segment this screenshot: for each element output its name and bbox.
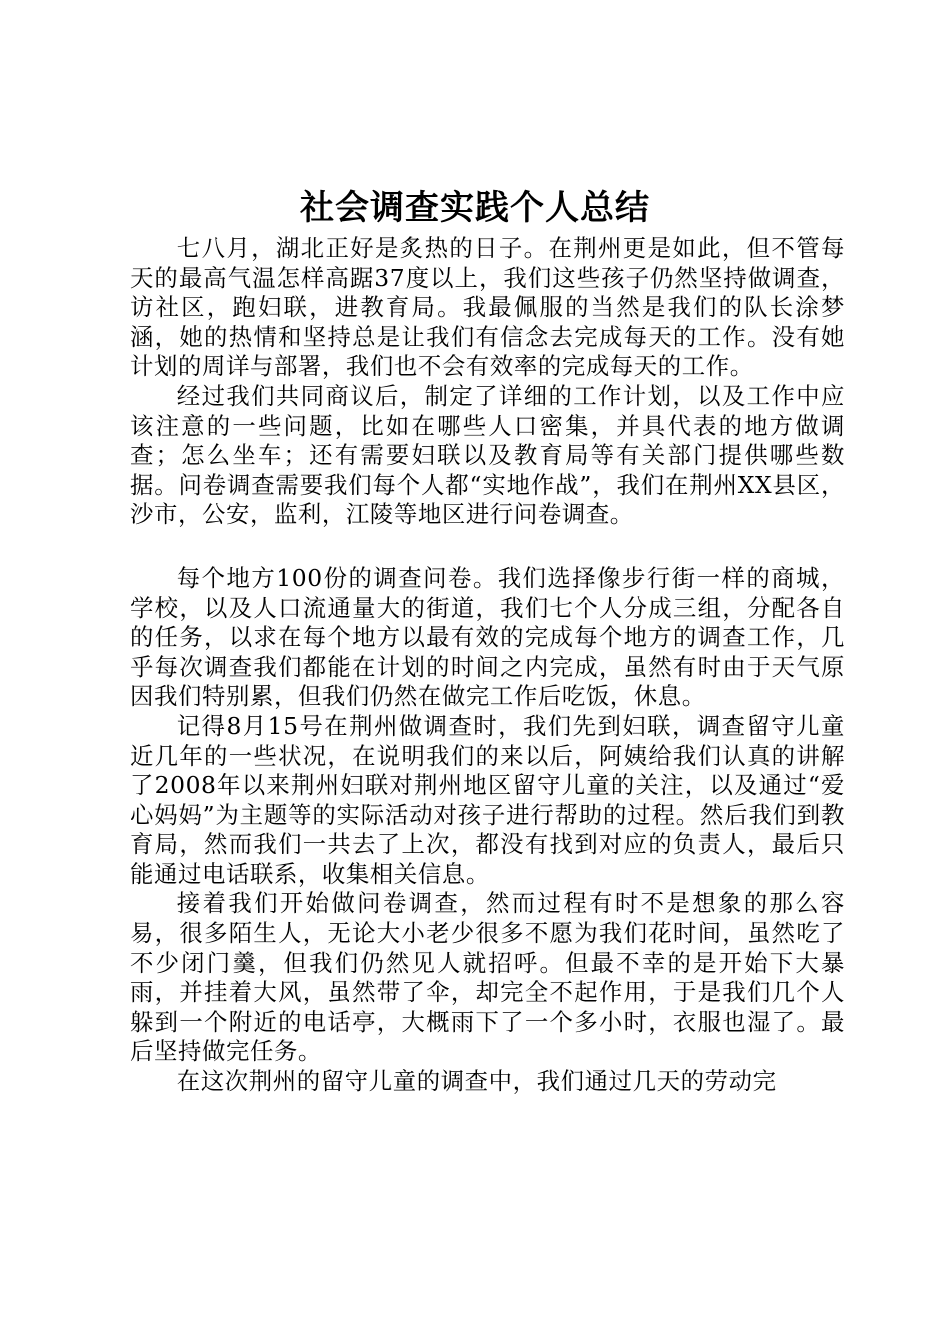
paragraph-4: 记得8月15号在荆州做调查时，我们先到妇联，调查留守儿童近几年的一些状况，在说明我们的来以后，阿姨给我们认真的讲解了2008年以来荆州妇联对荆州地区留守儿童的关注，以及通过“爱心妈妈”为主题等的实际活动对孩子进行帮助的过程。然后我们到教育局，然而我们一共去了上次，都没有找到对应的负责人，最后只能通过电话联系，收集相关信息。 [130, 711, 845, 888]
paragraph-1: 七八月，湖北正好是炙热的日子。在荆州更是如此，但不管每天的最高气温怎样高踞37度以上，我们这些孩子仍然坚持做调查，访社区，跑妇联，进教育局。我最佩服的当然是我们的队长涂梦涵，她的热情和坚持总是让我们有信念去完成每天的工作。没有她计划的周详与部署，我们也不会有效率的完成每天的工作。 [130, 234, 845, 381]
paragraph-5: 接着我们开始做问卷调查，然而过程有时不是想象的那么容易，很多陌生人，无论大小老少很多不愿为我们花时间，虽然吃了不少闭门羹，但我们仍然见人就招呼。但最不幸的是开始下大暴雨，并挂着大风，虽然带了伞，却完全不起作用，于是我们几个人躲到一个附近的电话亭，大概雨下了一个多小时，衣服也湿了。最后坚持做完任务。 [130, 889, 845, 1066]
document-body [130, 234, 845, 1097]
document-title: 社会调查实践个人总结 [300, 188, 650, 228]
paragraph-3: 每个地方100份的调查问卷。我们选择像步行街一样的商城，学校，以及人口流通量大的街道，我们七个人分成三组，分配各自的任务，以求在每个地方以最有效的完成每个地方的调查工作，几乎每次调查我们都能在计划的时间之内完成，虽然有时由于天气原因我们特别累，但我们仍然在做完工作后吃饭，休息。 [130, 563, 845, 711]
paragraph-2: 经过我们共同商议后，制定了详细的工作计划，以及工作中应该注意的一些问题，比如在哪些人口密集，并具代表的地方做调查；怎么坐车；还有需要妇联以及教育局等有关部门提供哪些数据。问卷调查需要我们每个人都“实地作战”，我们在荆州XX县区，沙市，公安，监利，江陵等地区进行问卷调查。 [130, 381, 845, 529]
paragraph-6: 在这次荆州的留守儿童的调查中，我们通过几天的劳动完 [176, 1067, 777, 1096]
